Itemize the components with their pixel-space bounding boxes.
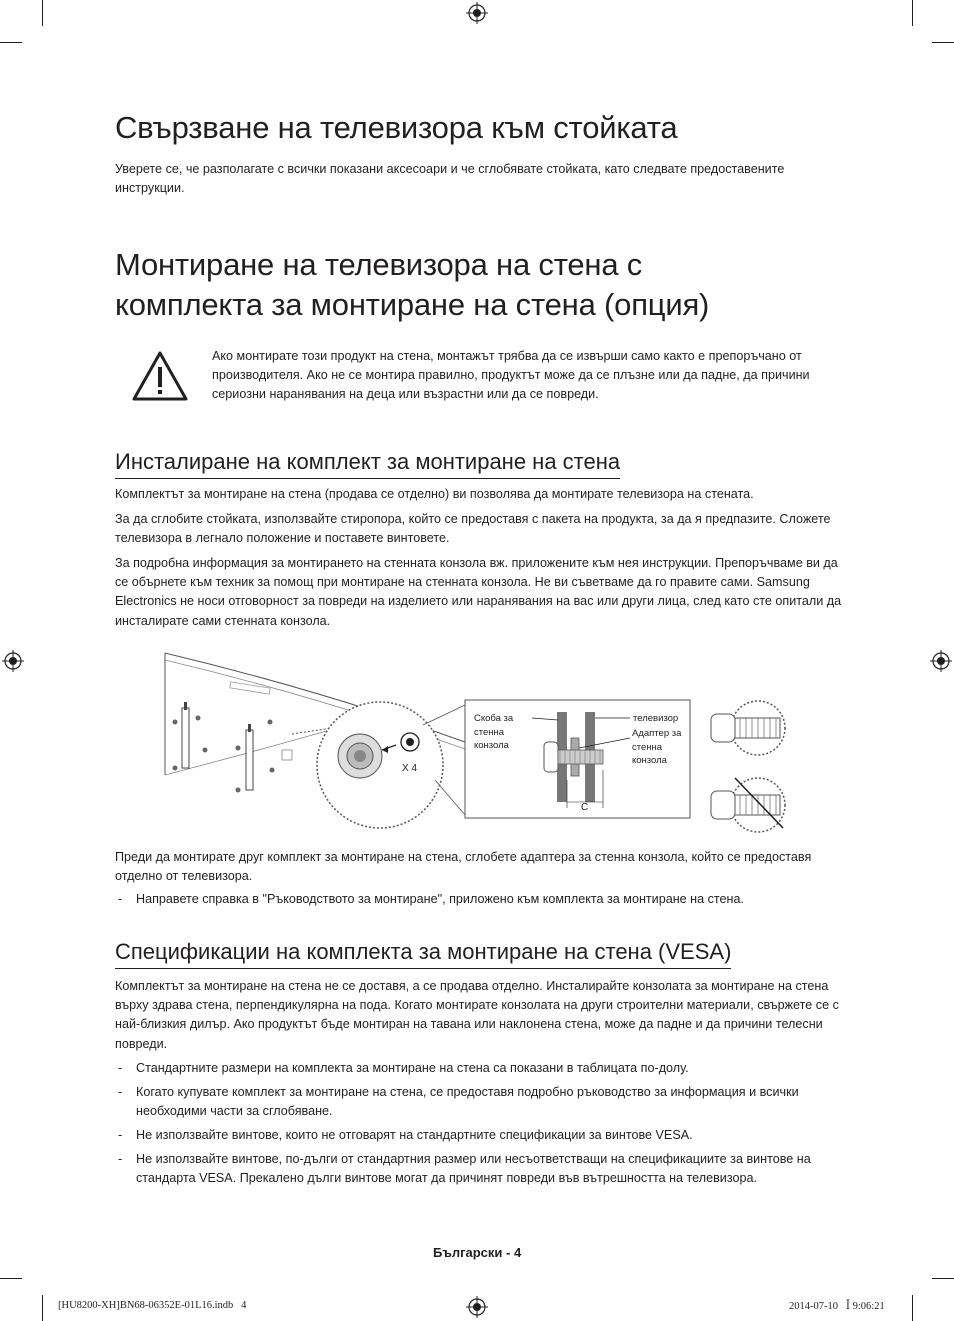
intro-stand-text: Уверете се, че разполагате с всички показани аксесоари и че сглобявате стойката, като следвате предоставените инструкции. [115,162,785,196]
page-title-stand: Свързване на телевизора към стойката [115,110,678,145]
crop-mark [0,42,22,43]
page-number-label: Български - 4 [433,1245,522,1260]
bullet-dash: - [118,1128,123,1142]
registration-mark-icon [2,650,24,672]
diagram-x4-label: X 4 [402,763,418,774]
crop-mark [42,1295,43,1321]
bullet-text: Не използвайте винтове, които не отговарят на стандартните спецификации за винтове VESA. [136,1128,693,1142]
diagram-adapter-label: Адаптер за стенна конзола [632,728,682,766]
install-paragraph-1: Комплектът за монтиране на стена (продава се отделно) ви позволява да монтирате телевизора на стената. [115,487,754,501]
bullet-text: Направете справка в "Ръководството за монтиране", приложено към комплекта за монтиране на стена. [136,892,745,906]
install-paragraph-3: За подробна информация за монтирането на стенната конзола вж. приложените към нея инструкции. Препоръчваме ви да се обърнете към техник за помощ при монтиране на стенната конзола. Не ви съветваме да го правите сами. Samsung Electronics не носи отговорност за повреди на изделието или наранявания на вас или други лица, след като сте опитали да инсталирате сами стенната конзола. [115,556,842,628]
crop-mark [932,42,954,43]
diagram-tv-label: телевизор [633,713,679,724]
section-heading-vesa: Спецификации на комплекта за монтиране на стена (VESA) [115,939,731,969]
registration-mark-icon [930,650,952,672]
crop-mark [912,0,913,26]
bullet-text: Стандартните размери на комплекта за монтиране на стена са показани в таблицата по-долу. [136,1061,689,1075]
bullet-dash: - [118,1061,123,1075]
vesa-paragraph: Комплектът за монтиране на стена не се доставя, а се продава отделно. Инсталирайте конзолата за монтиране на стена върху здрава стена, перпендикулярна на пода. Когато монтирате конзолата на други строителни материали, свържете се с най-близкия дилър. Ако продуктът бъде монтиран на тавана или наклонена стена, може да падне и да причини телесни повреди. [115,979,839,1051]
print-file-label: [HU8200-XH]BN68-06352E-01L16.indb 4 [58,1300,247,1311]
diagram-c-label: C [581,802,589,813]
title-wall-line1: Монтиране на телевизора на стена с [115,247,643,282]
warning-text: Ако монтирате този продукт на стена, монтажът трябва да се извърши само както е препоръчано от производителя. Ако не се монтира правилно, продуктът може да се плъзне или да падне, да причини сериозни наранявания на деца или възрастни или да се повреди. [212,349,810,402]
warning-triangle-icon [131,350,189,402]
crop-mark [0,1278,22,1279]
crop-mark [912,1295,913,1321]
crop-mark [42,0,43,26]
adapter-paragraph: Преди да монтирате друг комплект за монтиране на стена, сглобете адаптера за стенна конзола, който се предоставя отделно от телевизора. [115,850,812,884]
title-wall-line2: комплекта за монтиране на стена (опция) [115,287,710,322]
registration-mark-icon [466,1296,488,1318]
bullet-dash: - [118,1152,123,1166]
bullet-dash: - [118,892,123,906]
section-heading-install: Инсталиране на комплект за монтиране на стена [115,449,620,479]
install-paragraph-2: За да сглобите стойката, използвайте стиропора, който се предоставя с пакета на продукта, за да я предпазите. Сложете телевизора в легнало положение и поставете винтовете. [115,512,831,546]
crop-mark [932,1278,954,1279]
diagram-bracket-label: Скоба за стенна конзола [474,713,514,751]
bullet-text: Когато купувате комплект за монтиране на стена, се предоставя подробно ръководство за информация и всички необходими части за сглобяване. [136,1085,799,1118]
bullet-dash: - [118,1085,123,1099]
bullet-text: Не използвайте винтове, по-дълги от стандартния размер или несъответстващи на спецификациите за винтове на стандарта VESA. Прекалено дълги винтове могат да причинят повреди във вътрешността на телевизора. [136,1152,811,1185]
print-timestamp-label: 2014-07-10 ꟾ 9:06:21 [789,1301,885,1312]
registration-mark-icon [466,2,488,24]
